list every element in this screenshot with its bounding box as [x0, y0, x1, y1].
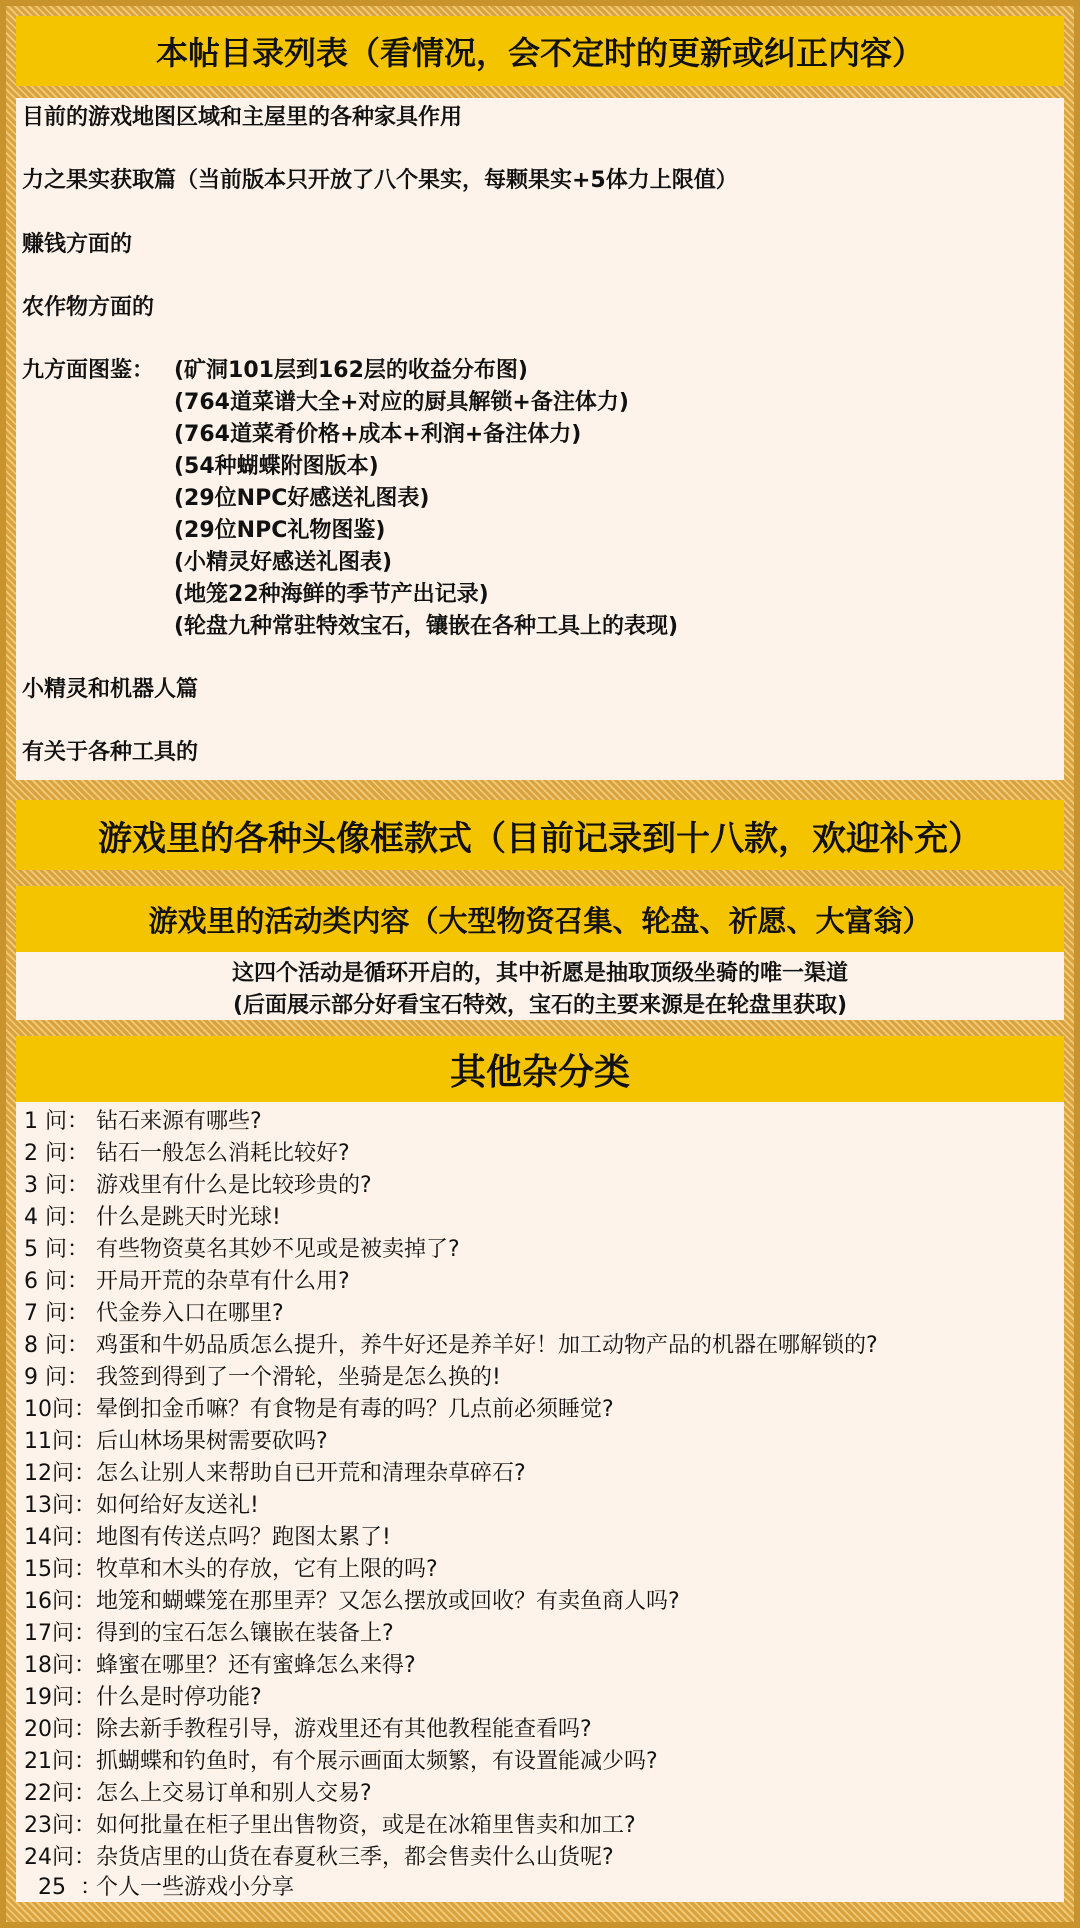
toc-item-atlas-label: 九方面图鉴： [22, 358, 155, 383]
faq-item[interactable] [24, 1619, 394, 1649]
faq-number: 7 问： [24, 1301, 89, 1326]
faq-number: 20问： [24, 1717, 96, 1742]
toc-atlas-item[interactable]: (29位NPC礼物图鉴) [174, 518, 386, 543]
faq-question: 后山林场果树需要砍吗? [96, 1429, 328, 1454]
faq-question: 牧草和木头的存放，它有上限的吗? [96, 1557, 438, 1582]
faq-question: 地图有传送点吗？跑图太累了! [96, 1525, 391, 1550]
faq-question: 杂货店里的山货在春夏秋三季，都会售卖什么山货呢? [96, 1845, 614, 1870]
faq-number: 16问： [24, 1589, 96, 1614]
faq-item[interactable] [24, 1491, 259, 1521]
faq-question: 抓蝴蝶和钓鱼时，有个展示画面太频繁，有设置能减少吗? [96, 1749, 658, 1774]
faq-item[interactable] [24, 1107, 262, 1137]
faq-item[interactable] [24, 1395, 614, 1425]
toc-item-sprite-robot[interactable]: 小精灵和机器人篇 [22, 677, 199, 702]
faq-number: 11问： [24, 1429, 96, 1454]
faq-number: 18问： [24, 1653, 96, 1678]
faq-number: 19问： [24, 1685, 96, 1710]
activity-panel [16, 952, 1064, 1020]
toc-item-money[interactable]: 赚钱方面的 [22, 232, 133, 257]
faq-item[interactable] [24, 1331, 878, 1361]
faq-item[interactable] [24, 1651, 416, 1681]
faq-question: 钻石一般怎么消耗比较好? [96, 1141, 350, 1166]
faq-question: 除去新手教程引导，游戏里还有其他教程能查看吗? [96, 1717, 592, 1742]
faq-number: 5 问： [24, 1237, 89, 1262]
faq-item[interactable] [24, 1811, 636, 1841]
toc-atlas-item[interactable]: (小精灵好感送礼图表) [174, 550, 393, 575]
faq-item[interactable] [24, 1779, 372, 1809]
faq-number: 23问： [24, 1813, 96, 1838]
activity-note-line: (后面展示部分好看宝石特效，宝石的主要来源是在轮盘里获取) [232, 993, 848, 1018]
faq-question: 如何给好友送礼! [96, 1493, 259, 1518]
faq-item[interactable] [24, 1363, 501, 1393]
toc-atlas-item[interactable]: (29位NPC好感送礼图表) [174, 486, 430, 511]
faq-number: 24问： [24, 1845, 96, 1870]
faq-question: 鸡蛋和牛奶品质怎么提升，养牛好还是养羊好！加工动物产品的机器在哪解锁的? [96, 1333, 878, 1358]
faq-item[interactable] [24, 1139, 350, 1169]
faq-item[interactable] [24, 1523, 391, 1553]
faq-number: 2 问： [24, 1141, 89, 1166]
toc-item-map-furniture[interactable]: 目前的游戏地图区域和主屋里的各种家具作用 [22, 105, 463, 130]
faq-question: 怎么让别人来帮助自已开荒和清理杂草碎石? [96, 1461, 526, 1486]
faq-question: 得到的宝石怎么镶嵌在装备上? [96, 1621, 394, 1646]
faq-question: 游戏里有什么是比较珍贵的? [96, 1173, 372, 1198]
faq-number: 6 问： [24, 1269, 89, 1294]
faq-number: 14问： [24, 1525, 96, 1550]
faq-number: 17问： [24, 1621, 96, 1646]
misc-header: 其他杂分类 [16, 1036, 1064, 1102]
faq-number: 15问： [24, 1557, 96, 1582]
toc-atlas-item[interactable]: (矿洞101层到162层的收益分布图) [174, 358, 528, 383]
toc-atlas-item[interactable]: (轮盘九种常驻特效宝石，镶嵌在各种工具上的表现) [174, 614, 679, 639]
toc-atlas-item[interactable]: (地笼22种海鲜的季节产出记录) [174, 582, 489, 607]
faq-number: 8 问： [24, 1333, 89, 1358]
faq-question: 个人一些游戏小分享 [96, 1875, 295, 1900]
faq-item[interactable] [24, 1299, 284, 1329]
faq-item[interactable] [24, 1587, 680, 1617]
faq-item[interactable] [24, 1555, 438, 1585]
faq-item[interactable] [24, 1171, 372, 1201]
faq-item[interactable] [24, 1203, 281, 1233]
faq-question: 什么是跳天时光球! [96, 1205, 281, 1230]
toc-atlas-item[interactable]: (54种蝴蝶附图版本) [174, 454, 379, 479]
activity-header[interactable]: 游戏里的活动类内容（大型物资召集、轮盘、祈愿、大富翁） [16, 886, 1064, 952]
faq-number: 3 问： [24, 1173, 89, 1198]
faq-item[interactable] [24, 1459, 526, 1489]
faq-number: 13问： [24, 1493, 96, 1518]
faq-item[interactable] [24, 1747, 658, 1777]
faq-number: 4 问： [24, 1205, 89, 1230]
activity-note-line: 这四个活动是循环开启的，其中祈愿是抽取顶级坐骑的唯一渠道 [231, 961, 848, 986]
toc-header: 本帖目录列表（看情况，会不定时的更新或纠正内容） [16, 16, 1064, 86]
toc-item-power-fruit[interactable]: 力之果实获取篇（当前版本只开放了八个果实，每颗果实+5体力上限值） [22, 168, 738, 193]
toc-item-crops[interactable]: 农作物方面的 [22, 295, 155, 320]
toc-item-tools[interactable]: 有关于各种工具的 [22, 740, 199, 765]
faq-item[interactable] [24, 1715, 592, 1745]
faq-item[interactable] [24, 1873, 294, 1903]
faq-question: 晕倒扣金币嘛？有食物是有毒的吗？几点前必须睡觉? [96, 1397, 614, 1422]
toc-atlas-item[interactable]: (764道菜谱大全+对应的厨具解锁+备注体力) [174, 390, 629, 415]
faq-number: 25 ： [24, 1875, 102, 1900]
faq-question: 代金券入口在哪里? [96, 1301, 284, 1326]
faq-question: 我签到得到了一个滑轮，坐骑是怎么换的! [96, 1365, 501, 1390]
faq-number: 21问： [24, 1749, 96, 1774]
toc-panel [16, 98, 1064, 780]
faq-question: 钻石来源有哪些? [96, 1109, 262, 1134]
faq-number: 9 问： [24, 1365, 89, 1390]
faq-question: 什么是时停功能? [96, 1685, 262, 1710]
faq-question: 有些物资莫名其妙不见或是被卖掉了? [96, 1237, 460, 1262]
faq-item[interactable] [24, 1843, 614, 1873]
faq-number: 10问： [24, 1397, 96, 1422]
faq-number: 1 问： [24, 1109, 89, 1134]
faq-question: 怎么上交易订单和别人交易? [96, 1781, 372, 1806]
faq-question: 开局开荒的杂草有什么用? [96, 1269, 350, 1294]
faq-item[interactable] [24, 1235, 460, 1265]
toc-atlas-item[interactable]: (764道菜肴价格+成本+利润+备注体力) [174, 422, 582, 447]
faq-number: 12问： [24, 1461, 96, 1486]
faq-question: 蜂蜜在哪里？还有蜜蜂怎么来得? [96, 1653, 416, 1678]
faq-item[interactable] [24, 1683, 262, 1713]
faq-item[interactable] [24, 1427, 328, 1457]
faq-question: 地笼和蝴蝶笼在那里弄？又怎么摆放或回收？有卖鱼商人吗? [96, 1589, 680, 1614]
faq-number: 22问： [24, 1781, 96, 1806]
avatar-frames-header[interactable]: 游戏里的各种头像框款式（目前记录到十八款，欢迎补充） [16, 800, 1064, 870]
faq-question: 如何批量在柜子里出售物资，或是在冰箱里售卖和加工? [96, 1813, 636, 1838]
faq-panel [16, 1102, 1064, 1902]
faq-item[interactable] [24, 1267, 350, 1297]
